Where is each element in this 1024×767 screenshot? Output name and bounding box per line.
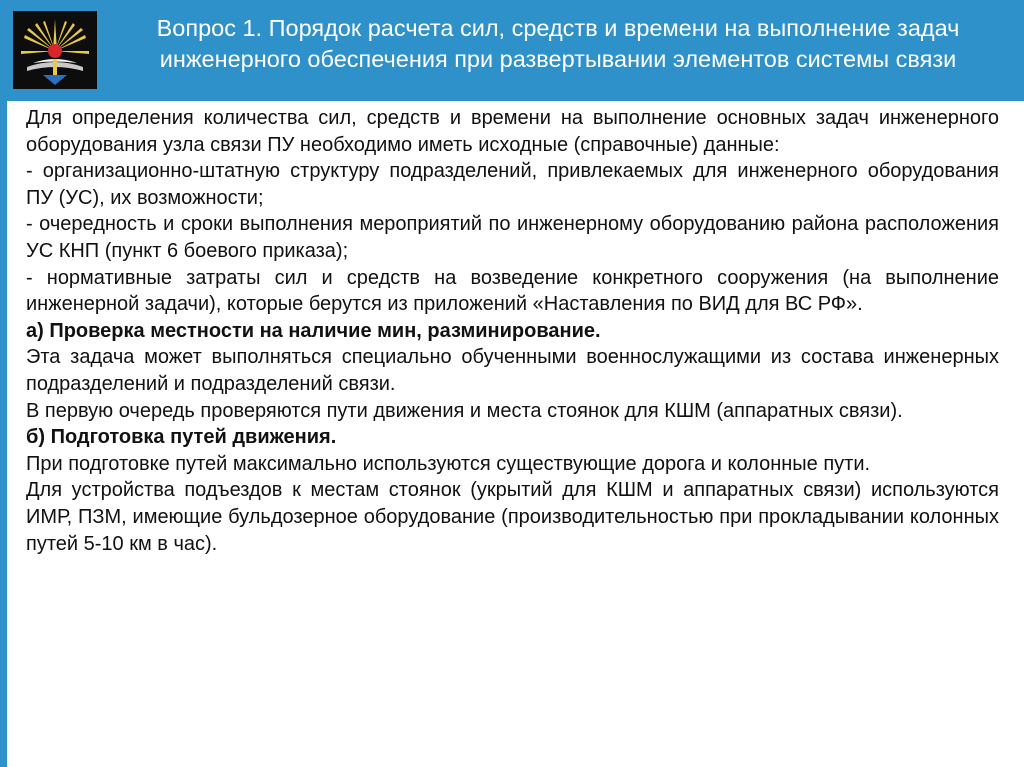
slide-title-line-1: Вопрос 1. Порядок расчета сил, средств и времени на выполнение задач	[156, 15, 960, 41]
slide-body	[26, 105, 999, 557]
list-item: - организационно-штатную структуру подразделений, привлекаемых для инженерного оборудования ПУ (УС), их возможности;	[26, 160, 999, 209]
slide-title-line-2: инженерного обеспечения при развертывании элементов системы связи	[159, 46, 957, 72]
section-heading-b: б) Подготовка путей движения.	[26, 426, 337, 449]
emblem-icon	[13, 11, 97, 89]
paragraph: При подготовке путей максимально используются существующие дорога и колонные пути.	[26, 452, 871, 475]
paragraph: В первую очередь проверяются пути движения и места стоянок для КШМ (аппаратных связи).	[26, 399, 903, 422]
section-heading-a: а) Проверка местности на наличие мин, разминирование.	[26, 319, 601, 342]
paragraph: Эта задача может выполняться специально обученными военнослужащими из состава инженерных подразделений и подразделений связи.	[26, 346, 999, 395]
slide-title	[110, 13, 1006, 75]
slide-header	[0, 0, 1024, 101]
list-item: - нормативные затраты сил и средств на возведение конкретного сооружения (на выполнение инженерной задачи), которые берутся из приложений «Наставления по ВИД для ВС РФ».	[26, 266, 999, 316]
list-item: - очередность и сроки выполнения мероприятий по инженерному оборудованию района расположения УС КНП (пункт 6 боевого приказа);	[26, 213, 999, 262]
left-accent-bar	[0, 101, 7, 767]
paragraph: Для устройства подъездов к местам стоянок (укрытий для КШМ и аппаратных связи) используются ИМР, ПЗМ, имеющие бульдозерное оборудование (производительностью при прокладывании колонных путей 5-10 км в час).	[26, 479, 999, 555]
paragraph-intro: Для определения количества сил, средств и времени на выполнение основных задач инженерного оборудования узла связи ПУ необходимо иметь исходные (справочные) данные:	[26, 107, 999, 156]
